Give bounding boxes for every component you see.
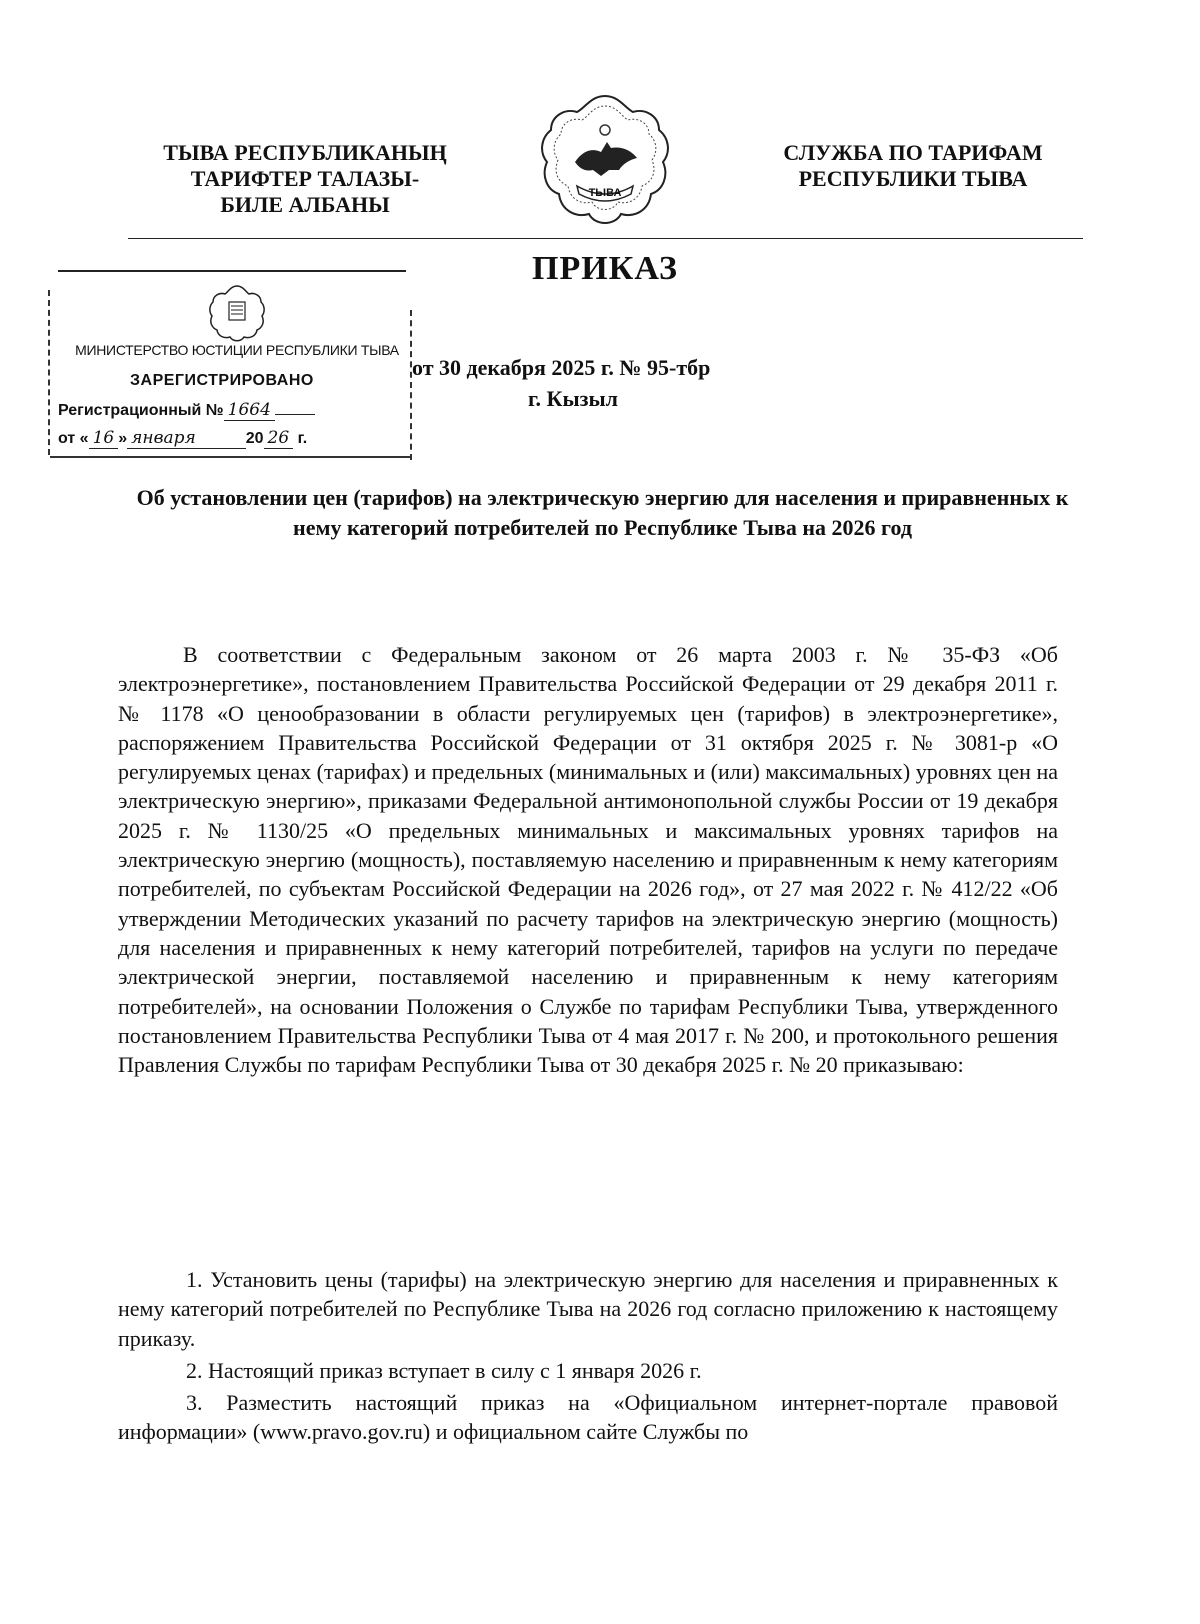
order-date-number: от 30 декабря 2025 г. № 95-тбр	[412, 355, 711, 380]
stamp-organization: МИНИСТЕРСТВО ЮСТИЦИИ РЕСПУБЛИКИ ТЫВА	[75, 342, 399, 358]
header-divider	[128, 238, 1083, 239]
stamp-date-prefix: от «	[58, 430, 89, 447]
stamp-date-line	[58, 428, 307, 448]
stamp-date-suffix: г.	[297, 430, 308, 447]
stamp-date-sep: »	[118, 430, 128, 447]
order-subject: Об установлении цен (тарифов) на электрическую энергию для населения и приравненных к нему категорий потребителей по Республике Тыва на 2026 год	[136, 485, 1069, 540]
order-items-list	[118, 1265, 1058, 1450]
stamp-reg-number: 1664	[224, 400, 275, 421]
header-left-line3: БИЛЕ АЛБАНЫ	[220, 192, 390, 217]
header-right-line2: РЕСПУБЛИКИ ТЫВА	[798, 166, 1028, 191]
coat-of-arms-icon	[535, 90, 675, 240]
stamp-emblem-icon	[207, 282, 267, 342]
emblem-label: ТЫВА	[588, 187, 622, 199]
stamp-date-year-prefix: 20	[245, 430, 264, 447]
stamp-reg-number-line	[58, 400, 315, 420]
document-title: ПРИКАЗ	[532, 250, 678, 287]
stamp-date-day: 16	[89, 428, 119, 449]
stamp-reg-label: Регистрационный №	[58, 402, 224, 419]
stamp-right-border	[410, 310, 414, 460]
header-right-org	[748, 140, 1078, 192]
header-right-line1: СЛУЖБА ПО ТАРИФАМ	[783, 140, 1043, 165]
stamp-top-line	[58, 270, 406, 272]
preamble-paragraph: В соответствии с Федеральным законом от 26 марта 2003 г. № 35-ФЗ «Об электроэнергетике», постановлением Правительства Российской Федерации от 29 декабря 2011 г. № 1178 «О ценообразовании в области регулируемых цен (тарифов) в электроэнергетике», распоряжением Правительства Российской Федерации от 31 октября 2025 г. № 3081-р «О регулируемых ценах (тарифах) и предельных (минимальных и (или) максимальных) уровнях цен на электрическую энергию», приказами Федеральной антимонопольной службы России от 19 декабря 2025 г. № 1130/25 «О предельных минимальных и максимальных уровнях тарифов на электрическую энергию (мощность), поставляемую населению и приравненным к нему категориям потребителей, по субъектам Российской Федерации на 2026 год», от 27 мая 2022 г. № 412/22 «Об утверждении Методических указаний по расчету тарифов на электрическую энергию (мощность) для населения и приравненных к нему категорий потребителей, тарифов на услуги по передаче электрической энергии, поставляемой населению и приравненным к нему категориям потребителей», на основании Положения о Службе по тарифам Республики Тыва, утвержденного постановлением Правительства Республики Тыва от 4 мая 2017 г. № 200, и протокольного решения Правления Службы по тарифам Республики Тыва от 30 декабря 2025 г. № 20 приказываю:	[118, 642, 1058, 1078]
stamp-left-border	[48, 290, 52, 455]
stamp-date-year-suffix: 26	[264, 428, 294, 449]
stamp-status: ЗАРЕГИСТРИРОВАНО	[130, 372, 314, 389]
stamp-date-month: января	[127, 428, 246, 449]
stamp-bottom-line	[50, 456, 412, 458]
coat-of-arms-emblem	[535, 90, 675, 240]
order-item-3: 3. Разместить настоящий приказ на «Официальном интернет-портале правовой информации» (www.pravo.gov.ru) и официальном сайте Службы по	[118, 1390, 1058, 1445]
header-left-org	[140, 140, 470, 218]
header-left-line2: ТАРИФТЕР ТАЛАЗЫ-	[190, 166, 420, 191]
order-item-1: 1. Установить цены (тарифы) на электрическую энергию для населения и приравненных к нему категорий потребителей по Республике Тыва на 2026 год согласно приложению к настоящему приказу.	[118, 1267, 1058, 1351]
order-city: г. Кызыл	[528, 386, 618, 411]
order-item-2: 2. Настоящий приказ вступает в силу с 1 января 2026 г.	[186, 1357, 702, 1383]
header-left-line1: ТЫВА РЕСПУБЛИКАНЫҢ	[163, 140, 447, 165]
